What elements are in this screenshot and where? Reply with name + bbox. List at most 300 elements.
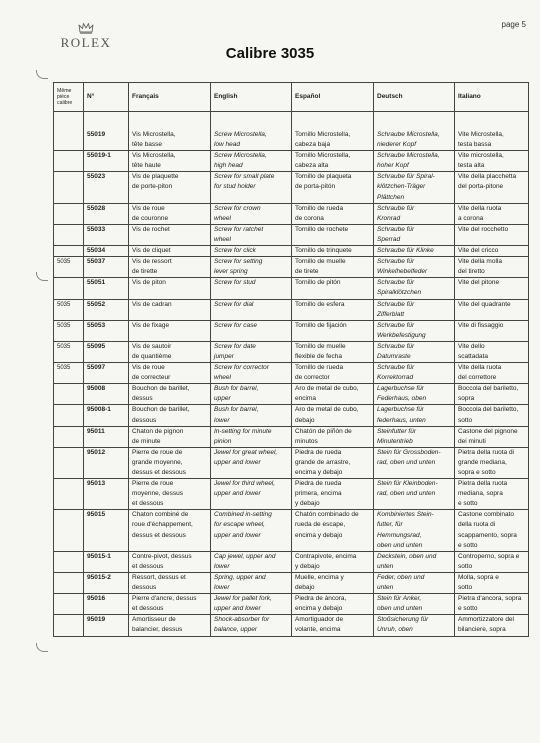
cell-same-part (54, 479, 84, 510)
cell-spanish (292, 572, 374, 593)
cell-text: Steinfutter für Minutentrieb (377, 427, 417, 445)
cell-french (129, 479, 211, 510)
table-row (54, 405, 529, 426)
cell-same-part (54, 405, 84, 426)
cell-text: Amortisseur de balancier, dessus (132, 616, 183, 634)
cell-text: Feder, oben und unten (377, 573, 425, 592)
cell-text: Schraube für Sperrad (377, 225, 415, 243)
cell-part-number (84, 510, 129, 551)
cell-italian (455, 405, 529, 426)
cell-text: Cap jewel, upper and lower (214, 552, 276, 570)
cell-english (211, 278, 292, 299)
cell-german (374, 224, 455, 245)
cell-spanish (292, 363, 374, 384)
cell-part-number (84, 278, 129, 299)
cell-same-part (54, 224, 84, 245)
cell-text: Jewel for great wheel, upper and lower (214, 448, 278, 466)
cell-german (374, 341, 455, 362)
cell-text: Stein für Grossboden- rad, oben und unten (377, 448, 441, 466)
cell-part-number (84, 151, 129, 172)
table-row (54, 447, 529, 478)
cell-text: Vis de rochet (132, 225, 170, 233)
cell-text: Schraube für Korrektorrad (377, 364, 415, 382)
cell-text: 95012 (87, 448, 106, 456)
cell-text: Schraube für Datumraste (377, 342, 415, 360)
cell-english (211, 479, 292, 510)
cell-text: Lagerbuchse für Federhaus, oben (377, 385, 427, 403)
table-row (54, 384, 529, 405)
cell-german (374, 384, 455, 405)
table-row (54, 426, 529, 447)
cell-german (374, 246, 455, 257)
cell-part-number (84, 447, 129, 478)
cell-text: Castone combinato della ruota di scappamento, sopra e sotto (458, 511, 517, 549)
cell-text: Jewel for third wheel, upper and lower (214, 480, 276, 498)
cell-french (129, 551, 211, 572)
cell-text: Schraube für Zifferblatt (377, 300, 415, 318)
cell-same-part (54, 320, 84, 341)
cell-text: Vite del quadrante (458, 300, 511, 308)
table-row (54, 551, 529, 572)
cell-text: Pierre de roue moyenne, dessus et dessous (132, 480, 183, 508)
table-row (54, 615, 529, 636)
cell-text: Tornillo de trinquete (295, 247, 352, 255)
cell-same-part (54, 384, 84, 405)
cell-german (374, 594, 455, 615)
cell-italian (455, 246, 529, 257)
cell-french (129, 172, 211, 203)
cell-spanish (292, 299, 374, 320)
cell-french (129, 572, 211, 593)
cell-italian (455, 151, 529, 172)
cell-french (129, 257, 211, 278)
cell-text: Screw for dial (214, 300, 254, 308)
cell-text: Screw for date jumper (214, 342, 256, 360)
cell-text: 5035 (57, 365, 71, 372)
cell-spanish (292, 479, 374, 510)
cell-part-number (84, 426, 129, 447)
cell-same-part (54, 551, 84, 572)
cell-text: Vis de plaquette de porte-piton (132, 173, 179, 191)
cell-italian (455, 426, 529, 447)
cell-text: Screw Microstella, high head (214, 152, 267, 170)
cell-text: Jewel for pallet fork, upper and lower (214, 595, 272, 613)
cell-english (211, 224, 292, 245)
cell-text: Piedra de rueda grande de arrastre, encima y debajo (295, 448, 351, 476)
cell-spanish (292, 615, 374, 636)
cell-french (129, 363, 211, 384)
cell-italian (455, 224, 529, 245)
cell-text: 5035 (57, 343, 71, 350)
cell-text: Pierre de roue de grande moyenne, dessus et dessous (132, 448, 186, 476)
cell-text: Contre-pivot, dessus et dessous (132, 552, 192, 570)
cell-german (374, 320, 455, 341)
cell-italian (455, 363, 529, 384)
cell-text: 95015-1 (87, 552, 111, 560)
cell-german (374, 172, 455, 203)
table-row (54, 572, 529, 593)
cell-spanish (292, 112, 374, 151)
cell-text: Vis de fixage (132, 321, 170, 329)
cell-text: Shock-absorber for balance, upper (214, 616, 270, 634)
page-title: Calibre 3035 (225, 45, 315, 62)
cell-text: Boccola del bariletto, sopra (458, 385, 519, 403)
brand-wordmark: ROLEX (60, 35, 112, 50)
table-row (54, 246, 529, 257)
cell-part-number (84, 551, 129, 572)
cell-text: Amortiguador de volante, encima (295, 616, 344, 634)
cell-italian (455, 299, 529, 320)
table-row (54, 257, 529, 278)
cell-text: Screw for stud (214, 279, 256, 287)
cell-text: Screw for setting lever spring (214, 258, 263, 276)
cell-text: Vite di fissaggio (458, 321, 504, 329)
cell-french (129, 112, 211, 151)
cell-italian (455, 257, 529, 278)
cell-italian (455, 384, 529, 405)
cell-part-number (84, 363, 129, 384)
table-row (54, 203, 529, 224)
cell-text: Schraube Microstella, hoher Kopf (377, 152, 440, 170)
header-german: Deutsch (374, 83, 455, 112)
cell-text: Screw for small plate for stud holder (214, 173, 275, 191)
cell-text: Stein für Kleinboden- rad, oben und unten (377, 480, 438, 498)
cell-text: 55023 (87, 173, 106, 181)
cell-spanish (292, 510, 374, 551)
cell-spanish (292, 320, 374, 341)
cell-italian (455, 172, 529, 203)
cell-text: Vite del cricco (458, 247, 499, 255)
cell-spanish (292, 172, 374, 203)
cell-text: Bush for barrel, lower (214, 406, 259, 424)
cell-english (211, 615, 292, 636)
cell-text: Vis de cliquet (132, 247, 171, 255)
header-english: English (211, 83, 292, 112)
cell-text: Bush for barrel, upper (214, 385, 259, 403)
header-same-part: Même pièce calibre (54, 83, 84, 112)
cell-same-part (54, 172, 84, 203)
cell-italian (455, 572, 529, 593)
cell-text: Tornillo de fijación (295, 321, 347, 329)
cell-spanish (292, 447, 374, 478)
cell-english (211, 572, 292, 593)
cell-text: Schraube für Kronrad (377, 204, 415, 222)
cell-german (374, 203, 455, 224)
cell-text: Tornillo de rueda de corona (295, 204, 344, 222)
cell-text: Vis de roue de couronne (132, 204, 169, 222)
cell-english (211, 203, 292, 224)
cell-text: Muelle, encima y debajo (295, 573, 344, 592)
cell-text: Ressort, dessus et dessous (132, 573, 186, 592)
cell-text: Chaton de pignon de minute (132, 427, 184, 445)
cell-french (129, 341, 211, 362)
cell-text: Lagerbuchse für federhaus, unten (377, 406, 426, 424)
cell-english (211, 299, 292, 320)
header-number: N° (84, 83, 129, 112)
table-row (54, 112, 529, 151)
cell-text: Vite microstella, testa alta (458, 152, 504, 170)
cell-text: 95015 (87, 511, 106, 519)
table-row (54, 320, 529, 341)
cell-text: Spring, upper and lower (214, 573, 266, 592)
cell-same-part (54, 112, 84, 151)
cell-text: 55037 (87, 258, 106, 266)
cell-french (129, 447, 211, 478)
cell-english (211, 257, 292, 278)
cell-part-number (84, 341, 129, 362)
cell-text: Bouchon de barillet, dessous (132, 406, 190, 424)
cell-part-number (84, 320, 129, 341)
cell-text: Pietra d'ancora, sopra e sotto (458, 595, 522, 613)
cell-italian (455, 594, 529, 615)
cell-same-part (54, 341, 84, 362)
cell-italian (455, 551, 529, 572)
cell-same-part (54, 447, 84, 478)
cell-text: Vite della ruota a corona (458, 204, 502, 222)
cell-text: Kombiniertes Stein- futter, für Hemmungsrad, oben und unten (377, 511, 434, 549)
cell-same-part (54, 572, 84, 593)
cell-text: 55019 (87, 131, 106, 138)
cell-text: 55097 (87, 364, 106, 372)
cell-text: Schraube für Spiral- klötzchen-Träger Plättchen (377, 173, 435, 201)
cell-part-number (84, 299, 129, 320)
cell-english (211, 510, 292, 551)
cell-part-number (84, 172, 129, 203)
cell-german (374, 257, 455, 278)
cell-text: Castone del pignone dei minuti (458, 427, 518, 445)
cell-text: Stein für Anker, oben und unten (377, 595, 423, 613)
cell-french (129, 203, 211, 224)
binder-hole-mark (36, 643, 48, 652)
cell-spanish (292, 246, 374, 257)
cell-text: Screw Microstella, low head (214, 131, 267, 149)
cell-spanish (292, 426, 374, 447)
cell-english (211, 594, 292, 615)
cell-text: Vis de sautoir de quantième (132, 342, 172, 360)
cell-text: Pierre d'ancre, dessus et dessous (132, 595, 197, 613)
cell-text: Chaton combiné de roue d'échappement, dessus et dessous (132, 511, 193, 539)
cell-french (129, 246, 211, 257)
cell-german (374, 447, 455, 478)
cell-english (211, 426, 292, 447)
cell-text: Vite della placchetta del porta-pitone (458, 173, 517, 191)
cell-italian (455, 615, 529, 636)
cell-text: Ammortizzatore del bilanciere, sopra (458, 616, 514, 634)
cell-part-number (84, 203, 129, 224)
cell-french (129, 278, 211, 299)
cell-german (374, 363, 455, 384)
cell-text: 55052 (87, 300, 106, 308)
cell-same-part (54, 594, 84, 615)
cell-text: Vis Microstella, tête basse (132, 131, 176, 149)
cell-german (374, 551, 455, 572)
cell-spanish (292, 384, 374, 405)
cell-text: Tornillo de pitón (295, 279, 341, 287)
cell-french (129, 299, 211, 320)
cell-same-part (54, 615, 84, 636)
cell-same-part (54, 151, 84, 172)
header-italian: Italiano (455, 83, 529, 112)
cell-text: Screw for click (214, 247, 256, 255)
cell-text: Screw for corrector wheel (214, 364, 269, 382)
cell-text: Vis de roue de correcteur (132, 364, 171, 382)
cell-italian (455, 479, 529, 510)
cell-same-part (54, 203, 84, 224)
cell-text: Vite della ruota del correttore (458, 364, 502, 382)
cell-english (211, 405, 292, 426)
cell-english (211, 246, 292, 257)
cell-text: Tornillo de rueda de corrector (295, 364, 344, 382)
cell-text: 55053 (87, 321, 106, 329)
cell-spanish (292, 405, 374, 426)
cell-text: 95013 (87, 480, 106, 488)
cell-spanish (292, 224, 374, 245)
cell-text: 95015-2 (87, 573, 111, 581)
cell-text: Vis de ressort de tirette (132, 258, 172, 276)
cell-german (374, 278, 455, 299)
cell-english (211, 151, 292, 172)
cell-italian (455, 112, 529, 151)
cell-french (129, 594, 211, 615)
cell-text: Schraube für Klinke (377, 247, 434, 255)
cell-part-number (84, 479, 129, 510)
cell-french (129, 405, 211, 426)
cell-text: 55034 (87, 247, 106, 255)
cell-same-part (54, 278, 84, 299)
cell-same-part (54, 246, 84, 257)
cell-part-number (84, 384, 129, 405)
cell-text: Vis de piton (132, 279, 166, 287)
cell-spanish (292, 203, 374, 224)
cell-french (129, 510, 211, 551)
cell-text: 55019-1 (87, 152, 111, 160)
cell-english (211, 551, 292, 572)
cell-text: 95008-1 (87, 406, 111, 414)
cell-text: Contrapivote, encima y debajo (295, 552, 357, 570)
cell-part-number (84, 615, 129, 636)
cell-english (211, 172, 292, 203)
cell-text: 95008 (87, 385, 106, 393)
table-row (54, 479, 529, 510)
table-row (54, 224, 529, 245)
cell-text: Piedra de rueda primera, encima y debajo (295, 480, 342, 508)
cell-text: Pietra della ruota di grande mediana, sopra e sotto (458, 448, 515, 476)
cell-text: Molla, sopra e sotto (458, 573, 499, 592)
cell-text: Boccola del bariletto, sotto (458, 406, 519, 424)
cell-german (374, 299, 455, 320)
cell-english (211, 384, 292, 405)
cell-part-number (84, 594, 129, 615)
cell-part-number (84, 257, 129, 278)
cell-text: Screw for crown wheel (214, 204, 261, 222)
cell-german (374, 112, 455, 151)
cell-french (129, 151, 211, 172)
cell-french (129, 384, 211, 405)
cell-same-part (54, 510, 84, 551)
cell-text: In-setting for minute pinion (214, 427, 272, 445)
cell-text: 55033 (87, 225, 106, 233)
table-header-row (54, 83, 529, 112)
cell-italian (455, 447, 529, 478)
table-row (54, 172, 529, 203)
cell-text: 95011 (87, 427, 105, 435)
cell-same-part (54, 257, 84, 278)
cell-french (129, 320, 211, 341)
cell-same-part (54, 299, 84, 320)
cell-text: Schraube für Winkelhebelfeder (377, 258, 428, 276)
cell-german (374, 479, 455, 510)
binder-hole-mark (36, 272, 48, 281)
cell-same-part (54, 363, 84, 384)
cell-text: Piedra de áncora, encima y debajo (295, 595, 347, 613)
binder-hole-mark (36, 70, 48, 79)
cell-french (129, 426, 211, 447)
parts-table (53, 82, 529, 637)
table-row (54, 299, 529, 320)
cell-english (211, 341, 292, 362)
cell-text: Aro de metal de cubo, debajo (295, 406, 359, 424)
cell-text: Vite dello scattadata (458, 342, 488, 360)
cell-text: Vis Microstella, tête haute (132, 152, 176, 170)
cell-same-part (54, 426, 84, 447)
table-row (54, 510, 529, 551)
cell-part-number (84, 405, 129, 426)
cell-spanish (292, 341, 374, 362)
cell-german (374, 510, 455, 551)
cell-text: 55095 (87, 342, 106, 350)
cell-text: 5035 (57, 322, 71, 329)
cell-text: Combined in-setting for escape wheel, upper and lower (214, 511, 272, 539)
table-row (54, 151, 529, 172)
cell-text: Vis de cadran (132, 300, 172, 308)
table-row (54, 341, 529, 362)
cell-german (374, 405, 455, 426)
cell-english (211, 447, 292, 478)
cell-part-number (84, 112, 129, 151)
cell-part-number (84, 224, 129, 245)
cell-spanish (292, 257, 374, 278)
cell-text: Tornillo Microstella, cabeza baja (295, 131, 351, 149)
cell-text: Vite della molla del tiretto (458, 258, 502, 276)
cell-german (374, 615, 455, 636)
table-row (54, 363, 529, 384)
page-number: page 5 (501, 20, 526, 29)
cell-spanish (292, 278, 374, 299)
cell-text: Tornillo Microstella, cabeza alta (295, 152, 351, 170)
cell-spanish (292, 551, 374, 572)
cell-english (211, 112, 292, 151)
cell-text: 55051 (87, 279, 106, 287)
cell-text: Schraube für Spiralklötzchen (377, 279, 422, 297)
cell-text: Vite Microstella, testa bassa (458, 131, 504, 149)
cell-text: Bouchon de barillet, dessus (132, 385, 190, 403)
cell-english (211, 363, 292, 384)
cell-part-number (84, 246, 129, 257)
cell-text: Schraube für Werkbefestigung (377, 321, 426, 339)
cell-text: 95016 (87, 595, 106, 603)
cell-text: Tornillo de plaqueta de porta-pitón (295, 173, 352, 191)
cell-text: Schraube Microstella, niederer Kopf (377, 131, 440, 149)
cell-text: Tornillo de esfera (295, 300, 345, 308)
cell-french (129, 615, 211, 636)
cell-text: 5035 (57, 259, 71, 266)
cell-text: Chatón de piñón de minutos (295, 427, 352, 445)
crown-icon (78, 22, 94, 34)
cell-text: Tornillo de muelle flexible de fecha (295, 342, 346, 360)
cell-text: Controperno, sopra e sotto (458, 552, 520, 570)
cell-text: 5035 (57, 301, 71, 308)
cell-spanish (292, 594, 374, 615)
